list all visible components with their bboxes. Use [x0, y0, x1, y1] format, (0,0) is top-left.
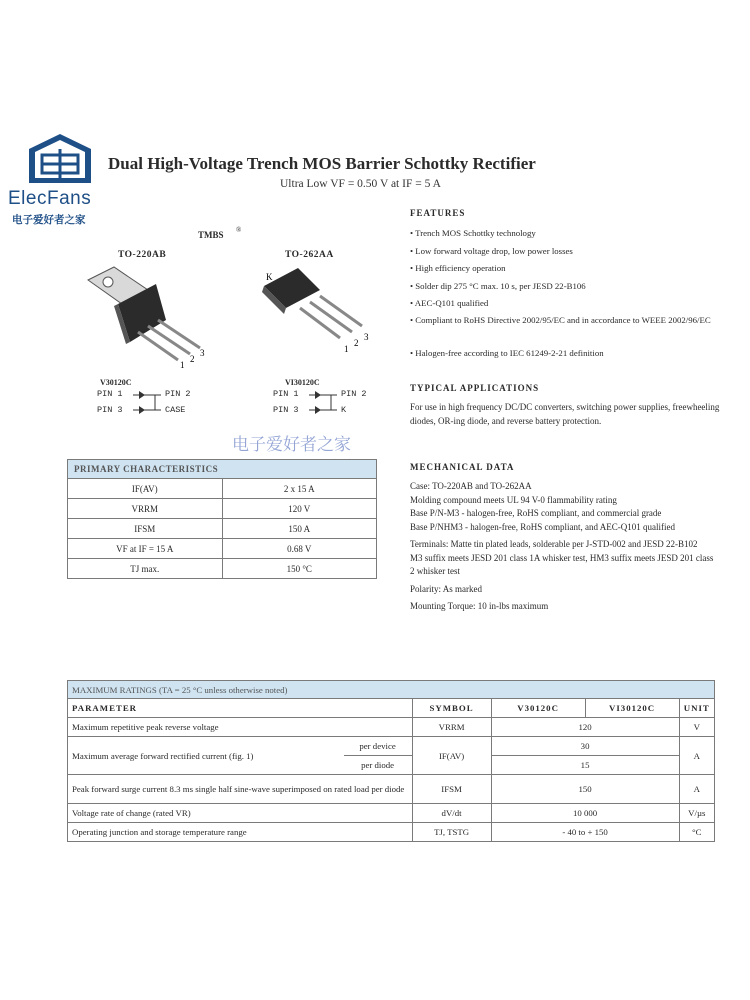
tmbs-mark: TMBS — [198, 230, 224, 240]
table-row: TJ max. 150 °C — [68, 559, 377, 579]
table-title: MAXIMUM RATINGS (TA = 25 °C unless otherwise noted) — [68, 681, 715, 699]
table-row: Maximum repetitive peak reverse voltage VRRM 120 V — [68, 718, 715, 737]
table-title: PRIMARY CHARACTERISTICS — [68, 460, 377, 479]
features-list — [410, 226, 720, 363]
pin-label: PIN 3 — [273, 405, 299, 415]
table-row: VF at IF = 15 A 0.68 V — [68, 539, 377, 559]
document-subtitle: Ultra Low VF = 0.50 V at IF = 5 A — [280, 178, 441, 190]
logo-subtitle: 电子爱好者之家 — [12, 214, 86, 226]
primary-characteristics-table — [67, 459, 377, 579]
lead-number: 2 — [190, 354, 195, 364]
tmbs-registered: ® — [236, 226, 242, 234]
elecfans-logo-icon — [25, 131, 95, 185]
mechanical-block — [410, 480, 720, 614]
lead-number: 1 — [344, 344, 349, 354]
package-label-to220ab: TO-220AB — [118, 250, 167, 260]
table-row: Peak forward surge current 8.3 ms single half sine-wave superimposed on rated load per diode IFSM 150 A — [68, 775, 715, 804]
table-row: IF(AV) 2 x 15 A — [68, 479, 377, 499]
mechanical-line: Molding compound meets UL 94 V-0 flammability rating — [410, 494, 617, 505]
table-row: Voltage rate of change (rated VR) dV/dt 10 000 V/µs — [68, 804, 715, 823]
table-row: IFSM 150 A — [68, 519, 377, 539]
part-number-vi30120c: VI30120C — [285, 378, 320, 387]
feature-item: • Solder dip 275 °C max. 10 s, per JESD 22-B106 — [410, 280, 586, 291]
logo-name: ElecFans — [8, 188, 92, 209]
pin-label: K — [341, 405, 347, 415]
pin-label: PIN 2 — [165, 389, 191, 399]
feature-item: • Halogen-free according to IEC 61249-2-21 definition — [410, 347, 604, 358]
mechanical-line: Case: TO-220AB and TO-262AA — [410, 481, 532, 491]
pin-label: PIN 1 — [273, 389, 299, 399]
lead-number: 1 — [180, 360, 185, 370]
applications-heading: TYPICAL APPLICATIONS — [410, 383, 540, 393]
mechanical-polarity: Polarity: As marked — [410, 583, 482, 594]
feature-item: • Low forward voltage drop, low power losses — [410, 245, 573, 256]
maximum-ratings-table — [67, 680, 715, 842]
feature-item: • High efficiency operation — [410, 263, 506, 273]
mechanical-whisker: M3 suffix meets JESD 201 class 1A whisker test, HM3 suffix meets JESD 201 class 2 whisker test — [410, 552, 714, 576]
table-row: Operating junction and storage temperature range TJ, TSTG - 40 to + 150 °C — [68, 823, 715, 842]
mechanical-heading: MECHANICAL DATA — [410, 462, 515, 472]
feature-item: • Compliant to RoHS Directive 2002/95/EC and in accordance to WEEE 2002/96/EC — [410, 314, 711, 325]
diode-symbol-icon — [133, 388, 163, 418]
features-heading: FEATURES — [410, 208, 466, 218]
table-row: VRRM 120 V — [68, 499, 377, 519]
pin-label: PIN 1 — [97, 389, 123, 399]
table-row: per diode 15 — [68, 756, 715, 775]
mechanical-torque: Mounting Torque: 10 in-lbs maximum — [410, 601, 549, 611]
mechanical-terminals: Terminals: Matte tin plated leads, solderable per J-STD-002 and JESD 22-B102 — [410, 539, 698, 549]
document-title: Dual High-Voltage Trench MOS Barrier Schottky Rectifier — [108, 154, 536, 173]
tab-label: K — [266, 272, 273, 282]
mechanical-line: Base P/N-M3 - halogen-free, RoHS compliant, and commercial grade — [410, 508, 662, 518]
pin-label: CASE — [165, 405, 186, 415]
to220ab-lead-numbers — [170, 340, 210, 370]
feature-item: • AEC-Q101 qualified — [410, 298, 489, 308]
to262aa-package-icon — [258, 262, 378, 372]
pin-label: PIN 3 — [97, 405, 123, 415]
lead-number: 2 — [354, 338, 359, 348]
diode-symbol-icon — [309, 388, 339, 418]
lead-number: 3 — [200, 348, 205, 358]
applications-text: For use in high frequency DC/DC converters, switching power supplies, freewheeling diodes, OR-ing diode, and reverse battery protection. — [410, 402, 720, 426]
table-row: Maximum average forward rectified current (fig. 1) per device IF(AV) 30 A — [68, 737, 715, 756]
mechanical-line: Base P/NHM3 - halogen-free, RoHS compliant, and AEC-Q101 qualified — [410, 521, 675, 532]
table-header-row: PARAMETER SYMBOL V30120C VI30120C UNIT — [68, 699, 715, 718]
lead-number: 3 — [364, 332, 369, 342]
part-number-v30120c: V30120C — [100, 378, 132, 387]
package-label-to262aa: TO-262AA — [285, 250, 334, 260]
feature-item: • Trench MOS Schottky technology — [410, 228, 536, 238]
watermark-text: 电子爱好者之家 — [232, 435, 351, 455]
pin-label: PIN 2 — [341, 389, 367, 399]
